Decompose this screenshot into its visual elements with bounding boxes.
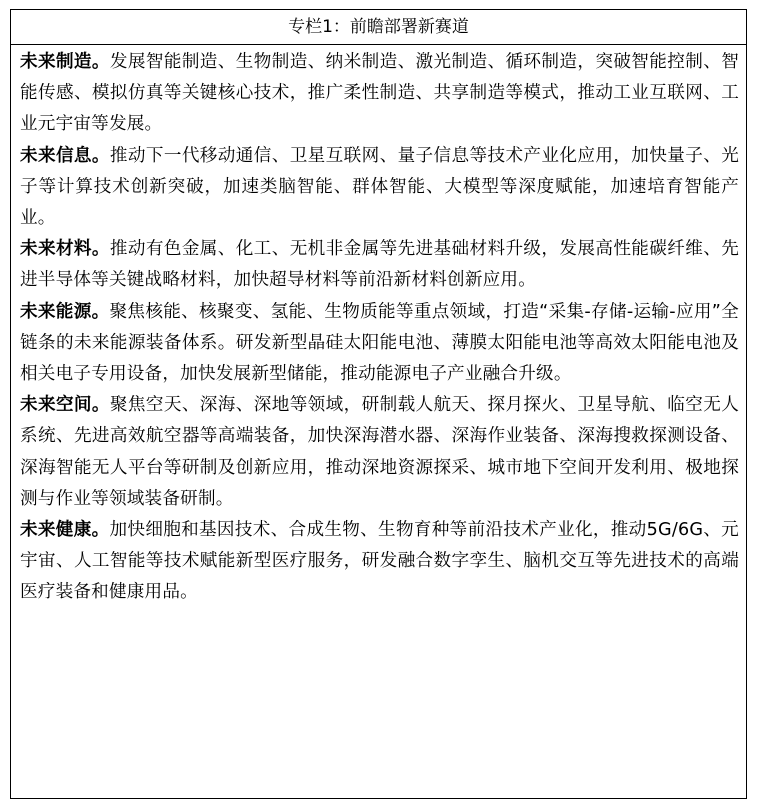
section-future-materials <box>20 234 739 296</box>
section-heading: 未来能源。 <box>20 301 110 322</box>
section-future-energy <box>20 297 739 391</box>
section-heading: 未来空间。 <box>20 395 110 416</box>
section-future-health <box>20 515 739 609</box>
box-body <box>11 45 746 609</box>
section-future-information <box>20 141 739 235</box>
section-heading: 未来健康。 <box>20 520 110 541</box>
section-text: 聚焦空天、深海、深地等领域，研制载人航天、探月探火、卫星导航、临空无人系统、先进高效航空器等高端装备，加快深海潜水器、深海作业装备、深海搜救探测设备、深海智能无人平台等研制及创新应用，推动深地资源探采、城市地下空间开发利用、极地探测与作业等领域装备研制。 <box>20 395 739 509</box>
section-text: 推动有色金属、化工、无机非金属等先进基础材料升级，发展高性能碳纤维、先进半导体等关键战略材料，加快超导材料等前沿新材料创新应用。 <box>20 239 739 291</box>
section-text: 发展智能制造、生物制造、纳米制造、激光制造、循环制造，突破智能控制、智能传感、模拟仿真等关键核心技术，推广柔性制造、共享制造等模式，推动工业互联网、工业元宇宙等发展。 <box>20 52 739 135</box>
section-text: 加快细胞和基因技术、合成生物、生物育种等前沿技术产业化，推动5G/6G、元宇宙、人工智能等技术赋能新型医疗服务，研发融合数字孪生、脑机交互等先进技术的高端医疗装备和健康用品。 <box>20 520 739 603</box>
box-title: 专栏1：前瞻部署新赛道 <box>11 10 746 45</box>
section-text: 聚焦核能、核聚变、氢能、生物质能等重点领域，打造“采集-存储-运输-应用”全链条的未来能源装备体系。研发新型晶硅太阳能电池、薄膜太阳能电池等高效太阳能电池及相关电子专用设备，加快发展新型储能，推动能源电子产业融合升级。 <box>20 301 739 385</box>
feature-box <box>10 9 747 799</box>
section-text: 推动下一代移动通信、卫星互联网、量子信息等技术产业化应用，加快量子、光子等计算技术创新突破，加速类脑智能、群体智能、大模型等深度赋能，加速培育智能产业。 <box>20 145 739 229</box>
section-heading: 未来材料。 <box>20 239 110 260</box>
section-heading: 未来制造。 <box>20 52 110 72</box>
section-heading: 未来信息。 <box>20 145 110 166</box>
section-future-manufacturing <box>20 47 739 141</box>
section-future-space <box>20 390 739 515</box>
